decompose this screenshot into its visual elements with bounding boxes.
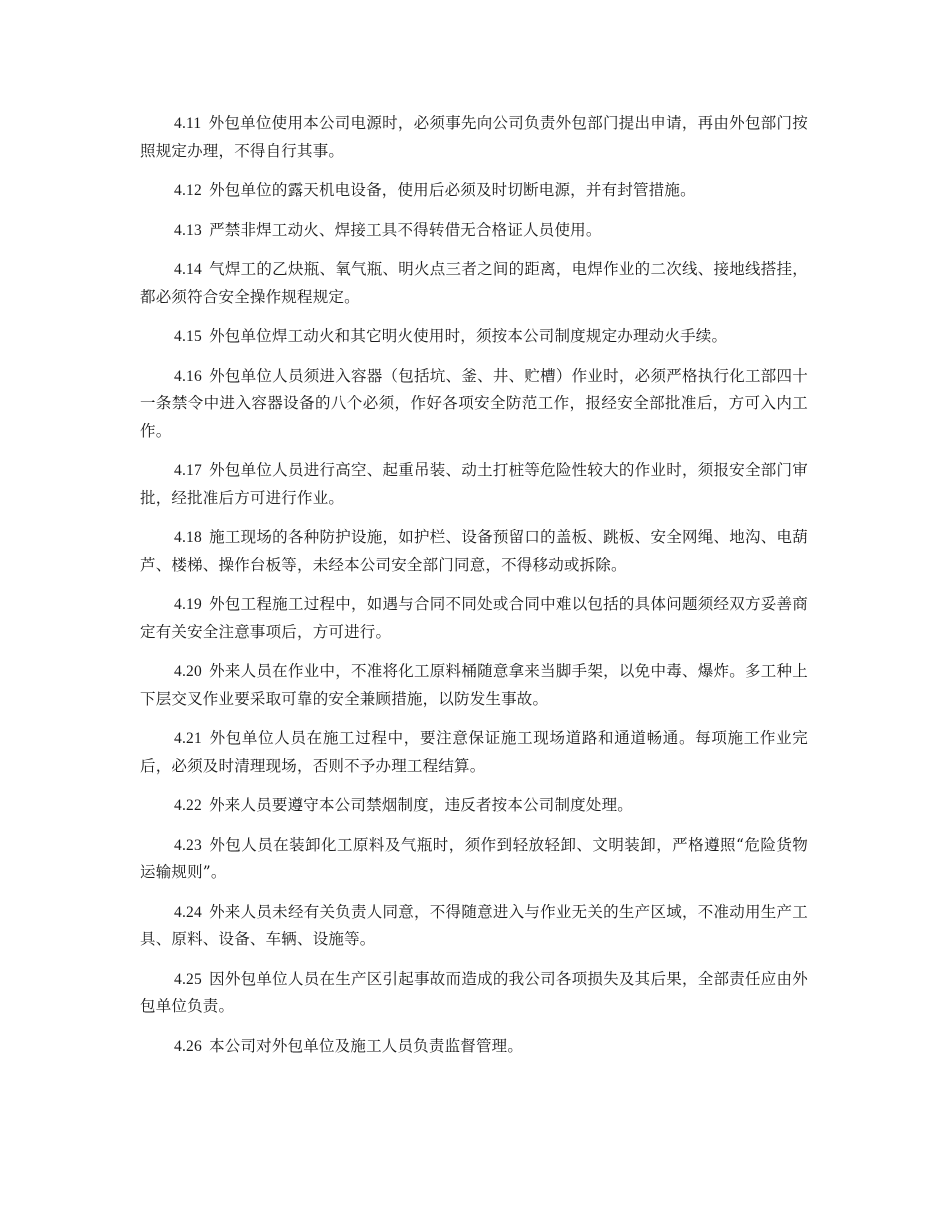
clause-number: 4.22 — [174, 797, 202, 814]
clause-number: 4.25 — [174, 970, 202, 988]
clause-4-12 — [140, 177, 808, 205]
clause-number: 4.17 — [174, 462, 202, 479]
clause-text: 外包单位的露天机电设备，使用后必须及时切断电源，并有封管措施。 — [209, 181, 696, 199]
clause-text: 外包单位人员在施工过程中，要注意保证施工现场道路和通道畅通。每项施工作业完后，必须及时清理现场，否则不予办理工程结算。 — [140, 729, 808, 775]
clause-text: 外包单位使用本公司电源时，必须事先向公司负责外包部门提出申请，再由外包部门按照规定办理，不得自行其事。 — [140, 114, 808, 160]
clause-text: 外来人员要遵守本公司禁烟制度，违反者按本公司制度处理。 — [209, 796, 633, 814]
clause-4-14 — [140, 256, 808, 311]
document-body — [140, 110, 808, 1072]
clause-4-18 — [140, 524, 808, 579]
clause-4-26 — [140, 1033, 808, 1061]
clause-4-15 — [140, 323, 808, 351]
clause-number: 4.12 — [174, 182, 202, 199]
clause-4-17 — [140, 457, 808, 512]
clause-text: 严禁非焊工动火、焊接工具不得转借无合格证人员使用。 — [209, 220, 602, 239]
clause-text: 本公司对外包单位及施工人员负责监督管理。 — [209, 1036, 524, 1055]
clause-4-13 — [140, 217, 808, 245]
clause-4-24 — [140, 899, 808, 954]
clause-number: 4.24 — [174, 903, 202, 921]
clause-text: 气焊工的乙炔瓶、氧气瓶、明火点三者之间的距离，电焊作业的二次线、接地线搭挂，都必须符合安全操作规程规定。 — [140, 260, 808, 306]
clause-4-16 — [140, 363, 808, 446]
clause-number: 4.20 — [174, 663, 202, 680]
clause-4-11 — [140, 110, 808, 165]
clause-text: 外包单位人员须进入容器（包括坑、釜、井、贮槽）作业时，必须严格执行化工部四十一条禁令中进入容器设备的八个必须，作好各项安全防范工作，报经安全部批准后，方可入内工作。 — [140, 366, 808, 440]
clause-text: 施工现场的各种防护设施，如护栏、设备预留口的盖板、跳板、安全网绳、地沟、电葫芦、楼梯、操作台板等，未经本公司安全部门同意，不得移动或拆除。 — [140, 528, 808, 574]
clause-4-23 — [140, 832, 808, 887]
clause-number: 4.15 — [174, 328, 202, 345]
clause-text: 外包单位焊工动火和其它明火使用时，须按本公司制度规定办理动火手续。 — [209, 327, 728, 345]
clause-text: 因外包单位人员在生产区引起事故而造成的我公司各项损失及其后果，全部责任应由外包单位负责。 — [140, 969, 808, 1015]
clause-number: 4.26 — [174, 1037, 202, 1055]
clause-4-21 — [140, 725, 808, 780]
clause-4-19 — [140, 591, 808, 646]
clause-number: 4.19 — [174, 596, 202, 613]
clause-number: 4.14 — [174, 261, 202, 278]
clause-number: 4.11 — [174, 115, 202, 132]
clause-4-22 — [140, 792, 808, 820]
clause-number: 4.13 — [174, 221, 202, 239]
clause-number: 4.18 — [174, 529, 202, 546]
clause-text: 外来人员未经有关负责人同意，不得随意进入与作业无关的生产区域，不准动用生产工具、原料、设备、车辆、设施等。 — [140, 902, 808, 948]
clause-4-25 — [140, 966, 808, 1021]
clause-text: 外来人员在作业中，不准将化工原料桶随意拿来当脚手架，以免中毒、爆炸。多工种上下层交叉作业要采取可靠的安全兼顾措施，以防发生事故。 — [140, 662, 808, 708]
clause-text: 外包工程施工过程中，如遇与合同不同处或合同中难以包括的具体问题须经双方妥善商定有关安全注意事项后，方可进行。 — [140, 595, 808, 641]
clause-4-20 — [140, 658, 808, 713]
clause-number: 4.16 — [174, 367, 202, 385]
clause-number: 4.21 — [174, 730, 202, 747]
clause-number: 4.23 — [174, 836, 202, 854]
clause-text: 外包单位人员进行高空、起重吊装、动土打桩等危险性较大的作业时，须报安全部门审批，经批准后方可进行作业。 — [140, 461, 808, 507]
clause-text: 外包人员在装卸化工原料及气瓶时，须作到轻放轻卸、文明装卸，严格遵照“危险货物运输规则”。 — [140, 835, 808, 881]
